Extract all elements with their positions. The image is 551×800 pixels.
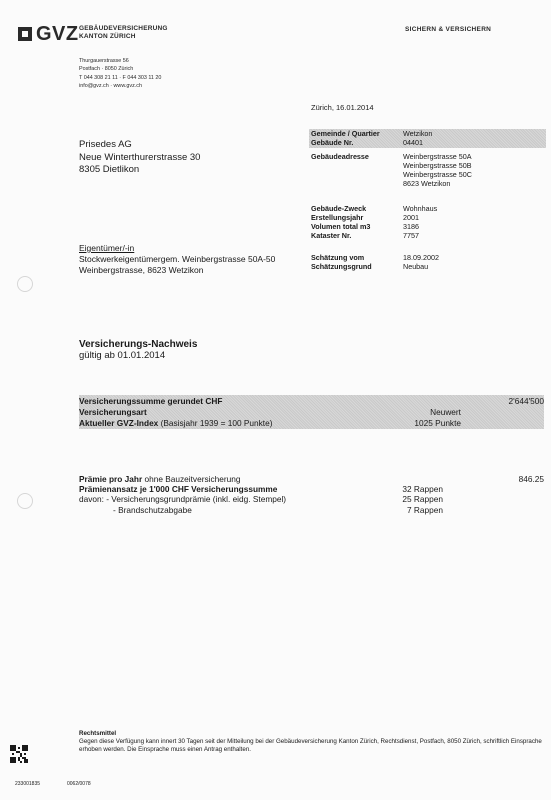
volumen-value: 3186 xyxy=(403,222,419,231)
index-label-text: Aktueller GVZ-Index xyxy=(79,418,159,428)
recipient-line: Neue Winterthurerstrasse 30 xyxy=(79,151,201,163)
premium-title-note: ohne Bauzeitversicherung xyxy=(144,474,241,484)
slogan: SICHERN & VERSICHERN xyxy=(405,26,492,33)
premium-davon-row xyxy=(79,494,544,504)
premium-title-wrap xyxy=(79,474,240,484)
contact-line: Postfach · 8050 Zürich xyxy=(79,66,134,73)
document-date: Zürich, 16.01.2014 xyxy=(311,103,374,112)
davon-1-value: 25 Rappen xyxy=(402,494,443,505)
punch-hole xyxy=(17,493,33,509)
qr-code-icon xyxy=(10,745,28,763)
document-title: Versicherungs-Nachweis xyxy=(79,339,198,350)
logo-subtitle-line: KANTON ZÜRICH xyxy=(79,33,136,40)
insurance-summary xyxy=(79,395,544,429)
schaetzung-value: 18.09.2002 xyxy=(403,253,439,262)
validity-date: gültig ab 01.01.2014 xyxy=(79,350,166,361)
davon-2-value: 7 Rappen xyxy=(407,504,443,515)
gemeinde-value: Wetzikon xyxy=(403,129,433,138)
punch-hole xyxy=(17,276,33,292)
logo-subtitle xyxy=(79,25,168,41)
davon-2-label: - Brandschutzabgabe xyxy=(113,504,192,515)
index-label xyxy=(79,418,272,428)
premium-title: Prämie pro Jahr xyxy=(79,474,143,484)
zweck-value: Wohnhaus xyxy=(403,204,438,213)
premium-davon-row xyxy=(79,505,544,515)
owner-label: Eigentümer/-in xyxy=(79,243,135,253)
adresse-value: Weinbergstrasse 50A xyxy=(403,152,472,161)
schaetzungsgrund-value: Neubau xyxy=(403,262,429,271)
page-code: 0062/0078 xyxy=(67,781,91,787)
art-row xyxy=(79,407,544,417)
building-info xyxy=(311,130,546,330)
rechtsmittel-title: Rechtsmittel xyxy=(79,730,117,737)
erstellungsjahr-label: Erstellungsjahr xyxy=(311,213,364,222)
adresse-value: Weinbergstrasse 50B xyxy=(403,161,472,170)
sum-label: Versicherungssumme gerundet CHF xyxy=(79,396,223,406)
kataster-label: Kataster Nr. xyxy=(311,231,352,240)
contact-line: Thurgauerstrasse 56 xyxy=(79,58,129,64)
gebaeude-nr-value: 04401 xyxy=(403,138,423,147)
premium-total: 846.25 xyxy=(518,474,544,484)
ansatz-label: Prämienansatz je 1'000 CHF Versicherungssumme xyxy=(79,484,278,495)
logo-icon xyxy=(18,27,32,41)
zweck-label: Gebäude-Zweck xyxy=(311,204,367,213)
owner-line: Stockwerkeigentümergem. Weinbergstrasse 50A-50 xyxy=(79,254,276,264)
premium-block xyxy=(79,474,544,515)
contact-line: info@gvz.ch · www.gvz.ch xyxy=(79,83,142,90)
premium-ansatz-row xyxy=(79,484,544,494)
contact-line: T 044 308 21 11 · F 044 303 11 20 xyxy=(79,74,162,81)
schaetzung-label: Schätzung vom xyxy=(311,253,365,262)
art-label: Versicherungsart xyxy=(79,407,147,417)
document-code: 233001835 xyxy=(15,781,41,787)
premium-total-row xyxy=(79,474,544,484)
rechtsmittel-text: Gegen diese Verfügung kann innert 30 Tagen seit der Mitteilung bei der Gebäudeversicherung Kanton Zürich, Rechtsdienst, Postfach, 8050 Zürich, schriftlich Einsprache erhoben werden. Die Einsprache muss einen Antrag enthalten. xyxy=(79,738,542,754)
index-row xyxy=(79,418,544,428)
gemeinde-label: Gemeinde / Quartier xyxy=(311,129,380,138)
art-value: Neuwert xyxy=(430,407,461,417)
recipient-line: 8305 Dietlikon xyxy=(79,164,140,175)
erstellungsjahr-value: 2001 xyxy=(403,213,419,222)
kataster-value: 7757 xyxy=(403,231,419,240)
owner-line: Weinbergstrasse, 8623 Wetzikon xyxy=(79,265,204,275)
sum-row xyxy=(79,396,544,406)
logo-subtitle-line: GEBÄUDEVERSICHERUNG xyxy=(79,25,168,32)
gebaeude-nr-label: Gebäude Nr. xyxy=(311,138,354,147)
volumen-label: Volumen total m3 xyxy=(311,222,371,231)
schaetzungsgrund-label: Schätzungsgrund xyxy=(311,262,372,271)
ansatz-value: 32 Rappen xyxy=(402,484,443,495)
owner-block xyxy=(79,243,275,276)
recipient-address xyxy=(79,139,200,177)
davon-1-label: davon: - Versicherungsgrundprämie (inkl. eidg. Stempel) xyxy=(79,494,287,505)
adresse-value: Weinbergstrasse 50C xyxy=(403,170,472,179)
sender-contact xyxy=(79,57,161,91)
adresse-label: Gebäudeadresse xyxy=(311,152,369,161)
adresse-value: 8623 Wetzikon xyxy=(403,179,451,188)
logo-text: GVZ xyxy=(36,23,79,45)
index-note: (Basisjahr 1939 = 100 Punkte) xyxy=(160,418,273,428)
sum-value: 2'644'500 xyxy=(508,396,544,406)
recipient-line: Prisedes AG xyxy=(79,139,132,150)
index-value: 1025 Punkte xyxy=(414,418,461,428)
